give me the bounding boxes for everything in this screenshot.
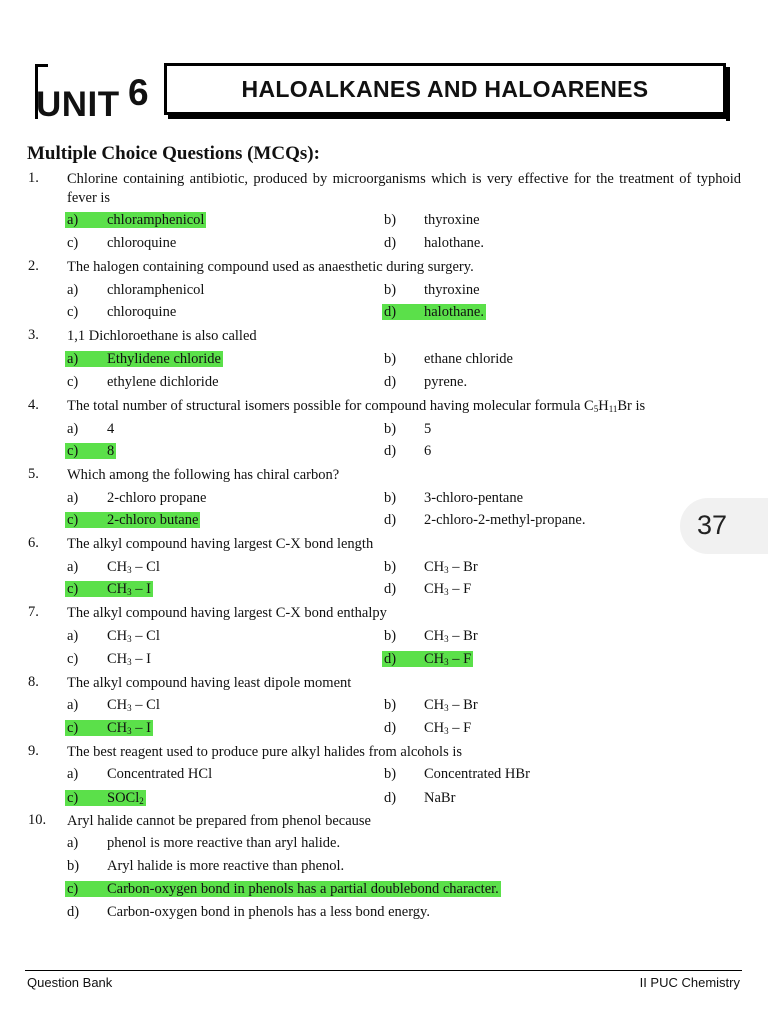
answer-highlight: c) Carbon-oxygen bond in phenols has a partial doublebond character. [67, 881, 499, 897]
option-a: a) 4 [67, 421, 115, 437]
option-c [67, 581, 153, 598]
option-d: d) pyrene. [384, 374, 468, 390]
option-d: d) Carbon-oxygen bond in phenols has a less bond energy. [67, 904, 430, 920]
section-heading: Multiple Choice Questions (MCQs): [27, 143, 320, 164]
option-b: b) thyroxine [384, 212, 480, 228]
option-b: b) ethane chloride [384, 351, 513, 367]
option-a: a) phenol is more reactive than aryl halide. [67, 835, 341, 851]
question-number: 1. [28, 170, 39, 186]
answer-highlight: d) $CH_3$ – F [384, 651, 472, 667]
question-text: Which among the following has chiral carbon? [67, 467, 340, 483]
option-b: b) thyroxine [384, 282, 480, 298]
option-d: d) halothane. [384, 235, 484, 251]
question-number: 5. [28, 466, 39, 482]
question-text: Chlorine containing antibiotic, produced by microorganisms which is very effective for the treatment of typhoid fever is [67, 171, 741, 206]
question-number: 10. [28, 812, 47, 828]
answer-highlight: c) $CH_3$ – I [67, 720, 151, 736]
option-a: a) $CH_3$ – Cl [67, 559, 160, 575]
question-text: The total number of structural isomers possible for compound having molecular formula $C_5H_{11}Br$ is [67, 398, 646, 414]
question-text: The best reagent used to produce pure alkyl halides from alcohols is [67, 744, 463, 760]
option-b: b) Aryl halide is more reactive than phenol. [67, 858, 345, 874]
option-d [384, 651, 473, 668]
question-text: The alkyl compound having least dipole moment [67, 675, 352, 691]
answer-highlight: a) Ethylidene chloride [67, 351, 221, 367]
question-text: The alkyl compound having largest C-X bond enthalpy [67, 605, 387, 621]
option-a [67, 212, 206, 229]
option-c [67, 512, 200, 529]
answer-highlight: a) chloramphenicol [67, 212, 205, 228]
option-a: a) 2-chloro propane [67, 490, 207, 506]
answer-highlight: d) halothane. [384, 304, 484, 320]
question-number: 3. [28, 327, 39, 343]
question-number: 7. [28, 604, 39, 620]
unit-word: UNIT [36, 85, 120, 124]
question-text: The halogen containing compound used as anaesthetic during surgery. [67, 259, 474, 275]
option-c: c) $CH_3$ – I [67, 651, 151, 667]
option-b: b) $CH_3$ – Br [384, 559, 478, 575]
footer-rule [25, 970, 742, 971]
page-number: 37 [697, 510, 728, 540]
option-a: a) Concentrated HCl [67, 766, 213, 782]
option-a: a) $CH_3$ – Cl [67, 697, 160, 713]
question-number: 6. [28, 535, 39, 551]
question-text: Aryl halide cannot be prepared from phenol because [67, 813, 371, 829]
option-b: b) Concentrated HBr [384, 766, 530, 782]
option-d: d) 6 [384, 443, 432, 459]
option-a: a) chloramphenicol [67, 282, 205, 298]
answer-highlight: c) SOCl$_2$ [67, 790, 144, 806]
option-d: d) $CH_3$ – F [384, 720, 472, 736]
option-c: c) chloroquine [67, 235, 177, 251]
answer-highlight: c) $CH_3$ – I [67, 581, 151, 597]
unit-number: 6 [128, 72, 149, 113]
option-c [67, 720, 153, 737]
option-d [384, 304, 486, 321]
answer-highlight: c) 8 [67, 443, 115, 459]
option-c: c) chloroquine [67, 304, 177, 320]
option-a [67, 351, 223, 368]
option-b: b) 3-chloro-pentane [384, 490, 524, 506]
option-a: a) $CH_3$ – Cl [67, 628, 160, 644]
title-box-shadow [726, 67, 730, 121]
option-b: b) $CH_3$ – Br [384, 697, 478, 713]
chapter-title: HALOALKANES AND HALOARENES [241, 75, 649, 102]
option-d: d) $CH_3$ – F [384, 581, 472, 597]
footer-book-title: Question Bank [27, 975, 113, 990]
footer-subject: II PUC Chemistry [639, 975, 740, 990]
option-c [67, 443, 116, 460]
question-number: 4. [28, 397, 39, 413]
option-b: b) 5 [384, 421, 432, 437]
option-c [67, 881, 501, 898]
answer-highlight: c) 2-chloro butane [67, 512, 199, 528]
option-d: d) 2-chloro-2-methyl-propane. [384, 512, 586, 528]
question-text: 1,1 Dichloroethane is also called [67, 328, 257, 344]
option-b: b) $CH_3$ – Br [384, 628, 478, 644]
option-c: c) ethylene dichloride [67, 374, 219, 390]
option-c [67, 790, 146, 807]
question-number: 8. [28, 674, 39, 690]
question-text: The alkyl compound having largest C-X bond length [67, 536, 374, 552]
question-number: 9. [28, 743, 39, 759]
option-d: d) NaBr [384, 790, 456, 806]
question-number: 2. [28, 258, 39, 274]
title-box-shadow-bottom [168, 115, 730, 119]
